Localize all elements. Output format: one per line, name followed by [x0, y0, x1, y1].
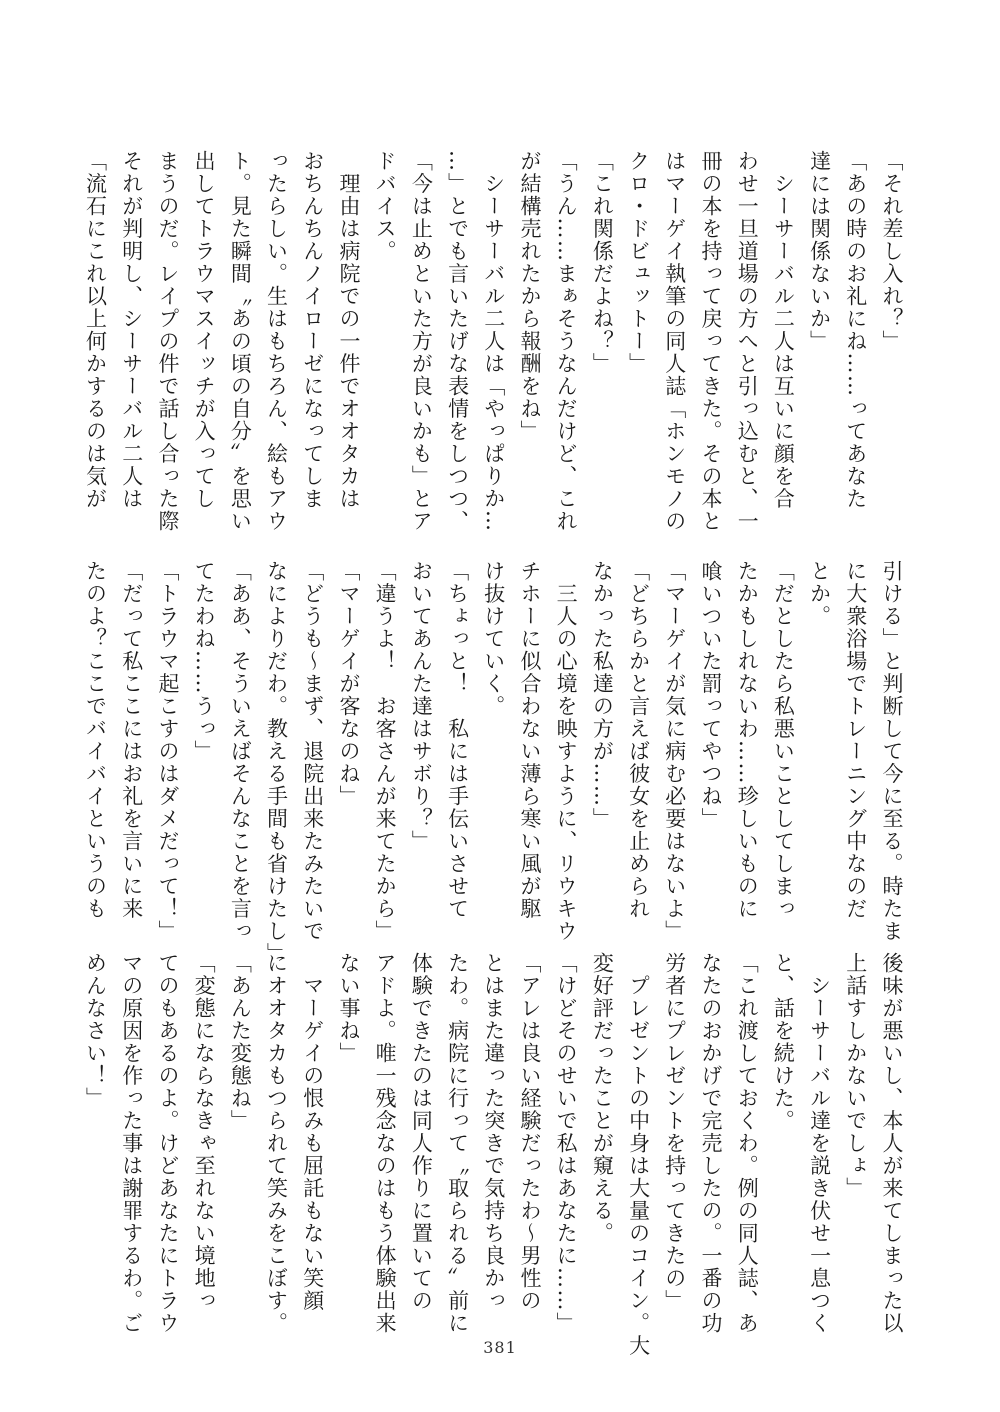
text-line: 「アレは良い経験だったわ〜男性の	[517, 952, 542, 1312]
text-line: 体験できたのは同人作りに置いての	[409, 952, 434, 1312]
text-line: 後味が悪いし、本人が来てしまった以	[880, 952, 904, 1335]
text-line: 「だとしたら私悪いことしてしまっ	[771, 560, 796, 920]
text-line: 労者にプレゼントを持ってきたの」	[662, 952, 687, 1312]
text-line: とはまた違った突きで気持ち良かっ	[481, 952, 506, 1312]
text-line: はマーゲイ執筆の同人誌「ホンモノの	[662, 150, 687, 533]
text-line: 「ああ、そういえばそんなことを言っ	[228, 560, 253, 943]
text-line: たかもしれないわ……珍しいものに	[735, 560, 760, 920]
text-line: 「流石にこれ以上何かするのは気が	[83, 150, 108, 510]
text-line: プレゼントの中身は大量のコイン。大	[626, 952, 651, 1357]
text-line: 理由は病院での一件でオオタカは	[336, 150, 361, 510]
text-line: 達には関係ないか」	[807, 150, 832, 353]
text-line: 「どうも〜まず、退院出来たみたいで	[300, 560, 325, 943]
text-line: 「違うよ！ お客さんが来てたから」	[373, 560, 398, 943]
text-line: たのよ？ここでバイバイというのも	[83, 560, 108, 920]
text-line: け抜けていく。	[481, 560, 506, 718]
text-line: 上話すしかないでしょ」	[843, 952, 868, 1200]
text-line: 「マーゲイが気に病む必要はないよ」	[662, 560, 687, 943]
text-line: ト。見た瞬間〝あの頃の自分〟を思い	[228, 150, 253, 533]
text-line: 「変態にならなきゃ至れない境地っ	[192, 952, 217, 1312]
text-line: 「今は止めといた方が良いかも」とア	[409, 150, 434, 533]
text-line: ない事ね」	[336, 952, 361, 1065]
text-line: わせ一旦道場の方へと引っ込むと、一	[735, 150, 760, 533]
text-line: 変好評だったことが窺える。	[590, 952, 615, 1245]
text-line: 冊の本を持って戻ってきた。その本と	[698, 150, 723, 533]
text-line: 「マーゲイが客なのね」	[336, 560, 361, 808]
text-line: アドよ。唯一残念なのはもう体験出来	[373, 952, 398, 1335]
text-block-1	[83, 150, 910, 545]
text-line: てのもあるのよ。けどあなたにトラウ	[155, 952, 180, 1335]
text-line: たわ。病院に行って〝取られる〟前に	[445, 952, 470, 1335]
text-line: ったらしい。生はもちろん、絵もアウ	[264, 150, 289, 533]
text-line: 「うん……まぁそうなんだけど、これ	[554, 150, 579, 533]
text-line: 「だって私ここにはお礼を言いに来	[119, 560, 144, 920]
text-line: 「これ渡しておくわ。例の同人誌、あ	[735, 952, 760, 1335]
text-line: と、話を続けた。	[771, 952, 796, 1132]
text-line: クロ・ドビュットー」	[626, 150, 651, 375]
text-line: シーサーバル達を説き伏せ一息つく	[807, 952, 832, 1335]
text-line: 三人の心境を映すように、リウキウ	[554, 560, 579, 943]
text-line: 喰いついた罰ってやつね」	[698, 560, 723, 830]
text-line: 「あの時のお礼にね……ってあなた	[843, 150, 868, 510]
text-line: まうのだ。レイプの件で話し合った際	[155, 150, 180, 533]
text-line: …」とでも言いたげな表情をしつつ、	[445, 150, 470, 533]
text-line: が結構売れたから報酬をね」	[517, 150, 542, 443]
text-block-2	[83, 560, 910, 965]
text-line: 「これ関係だよね？」	[590, 150, 615, 375]
text-line: なたのおかげで完売したの。一番の功	[698, 952, 723, 1335]
text-line: 「トラウマ起こすのはダメだって！」	[155, 560, 180, 943]
text-line: ドバイス。	[373, 150, 398, 263]
text-line: にオオタカもつられて笑みをこぼす。	[264, 952, 289, 1335]
text-line: 引ける」と判断して今に至る。時たま	[880, 560, 904, 943]
text-line: マーゲイの恨みも屈託もない笑顔	[300, 952, 325, 1312]
text-line: 「あんた変態ね」	[228, 952, 253, 1132]
text-line: シーサーバル二人は「やっぱりか…	[481, 150, 506, 533]
text-line: おいてあんた達はサボり？」	[409, 560, 434, 853]
text-line: なかった私達の方が……」	[590, 560, 615, 830]
text-line: マの原因を作った事は謝罪するわ。ご	[119, 952, 144, 1335]
text-line: おちんちんノイローゼになってしま	[300, 150, 325, 510]
text-line: なによりだわ。教える手間も省けたし」	[264, 560, 289, 965]
text-line: に大衆浴場でトレーニング中なのだ	[843, 560, 868, 920]
text-line: それが判明し、シーサーバル二人は	[119, 150, 144, 510]
text-line: てたわね……うっ」	[192, 560, 217, 763]
page-number: 381	[483, 1338, 517, 1357]
text-line: とか。	[807, 560, 832, 628]
text-line: 「それ差し入れ？」	[880, 150, 904, 353]
text-line: 「けどそのせいで私はあなたに……」	[554, 952, 579, 1335]
text-line: 出してトラウマスイッチが入ってし	[192, 150, 217, 510]
text-line: シーサーバル二人は互いに顔を合	[771, 150, 796, 510]
text-line: めんなさい！」	[83, 952, 108, 1110]
text-line: チホーに似合わない薄ら寒い風が駆	[517, 560, 542, 920]
text-line: 「どちらかと言えば彼女を止められ	[626, 560, 651, 920]
text-line: 「ちょっと！ 私には手伝いさせて	[445, 560, 470, 920]
